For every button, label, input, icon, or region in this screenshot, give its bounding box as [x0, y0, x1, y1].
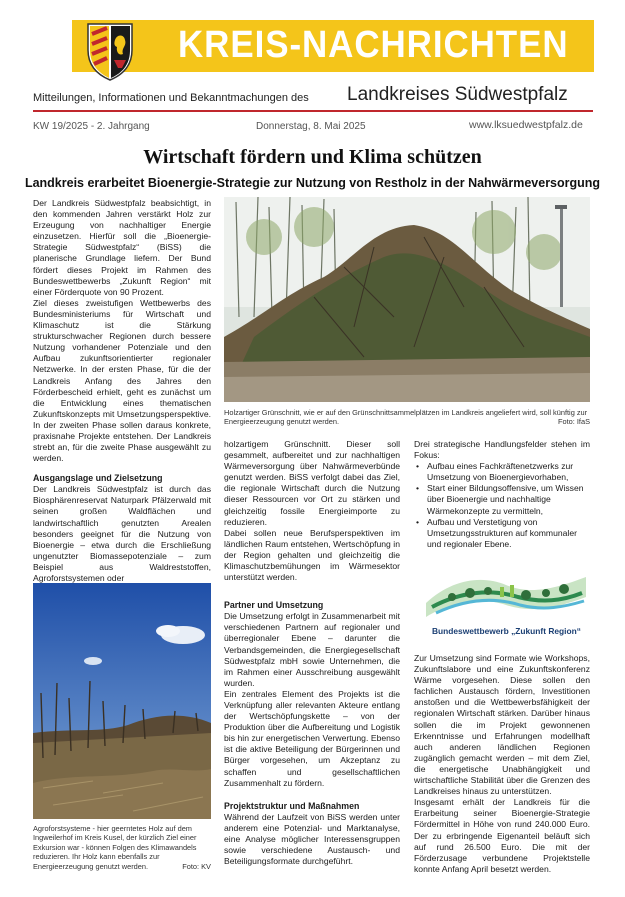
issue-number: KW 19/2025 - 2. Jahrgang — [33, 121, 150, 132]
caption-left-text: Agroforstsysteme - hier geerntetes Holz auf dem Ingweilerhof im Kreis Kusel, der kürzlich Ziel einer Exkursion war - können Folgen des Klimawandels reduzieren. Ihr Holz kann ebenfalls zur Energieerzeugung genutzt werden. — [33, 824, 197, 871]
caption-top-credit: Foto: IfaS — [557, 417, 590, 427]
caption-left — [33, 824, 211, 871]
list-item: • Start einer Bildungsoffensive, um Wissen über Bioenergie und nachhaltige Wärmekonzepte zu vermitteln, — [414, 483, 590, 516]
paragraph: Die Umsetzung erfolgt in Zusammenarbeit mit verschiedenen Partnern auf regionaler und überregionaler Ebene – darunter die Verbandsgemeinden, die Energiegesellschaft Südwestpfalz mbH sowie Unternehmen, die im Rahmen einer Ausschreibung ausgewählt wurden. — [224, 611, 400, 688]
section-heading-projektstruktur: Projektstruktur und Maßnahmen — [224, 800, 360, 811]
masthead-divider — [33, 110, 593, 112]
section-heading-ausgangslage: Ausgangslage und Zielsetzung — [33, 473, 163, 484]
masthead-title: KREIS-NACHRICHTEN — [178, 24, 569, 66]
column-3-bottom — [414, 653, 590, 875]
issue-date: Donnerstag, 8. Mai 2025 — [256, 121, 366, 132]
paragraph: Zur Umsetzung sind Formate wie Workshops, Zukunftslabore und eine Zukunftskonferenz Wärme vorgesehen. Diese sollen den fachlichen Austausch fördern, Investitionen anstoßen und die Wettbewerbsfähigkeit der regionalen Wirtschaft stärken. Darüber hinaus sollen die im Projekt gewonnenen Erkenntnisse und Erfahrungen modellhaft auch anderen ländlichen Regionen zugänglich gemacht werden – mit dem Ziel, die energetische Unabhängigkeit und wirtschaftliche Stabilität über die Grenzen des Landkreises hinaus zu unterstützen. — [414, 653, 590, 797]
masthead-subtitle: Mitteilungen, Informationen und Bekanntmachungen des — [33, 92, 309, 104]
list-item: • Aufbau und Verstetigung von Umsetzungsstrukturen auf kommunaler und regionaler Ebene. — [414, 517, 590, 550]
paragraph: Während der Laufzeit von BiSS werden unter anderem eine Potenzial- und Marktanalyse, eine Analyse möglicher Interessensgruppen sowie verschiedene Austausch- und Beteiligungsformate durchgeführt. — [224, 811, 400, 867]
intro-paragraph: Der Landkreis Südwestpfalz beabsichtigt, in den kommenden Jahren verstärkt Holz zur Erzeugung von nachhaltiger Energie einzusetzen. Hierfür soll die „Bioenergie-Strategie Südwestpfalz“ (BiSS) die planerische Grundlage liefern. Der Bund fördert dieses Projekt im Rahmen des Bundeswettbewerbs „Zukunft Region“ mit einer Förderquote von 90 Prozent. — [33, 198, 211, 297]
zukunft-region-logo-text: Bundeswettbewerb „Zukunft Region“ — [432, 626, 581, 636]
paragraph: Ziel dieses zweistufigen Wettbewerbs des Bundesministeriums für Wirtschaft und Klimaschutz ist die Stärkung strukturschwacher Regionen durch bessere Nutzung vorhandener Potenziale und den Aufbau zukunftsorientierter regionaler Netzwerke. In der ersten Phase, für die der Landkreis Anfang des Jahres den Förderbescheid erhielt, geht es zunächst um die Entwicklung eines thematischen Zukunftskonzepts mit Umsetzungsperspektive. In der zweiten Phase sollen daraus konkrete, praxisnahe Projekte entstehen. Der Landkreis strebt an, für die zweite Phase ausgewählt zu werden. — [33, 297, 211, 464]
caption-left-credit: Foto: KV — [182, 861, 211, 871]
paragraph: holzartigem Grünschnitt. Dieser soll gesammelt, aufbereitet und zur nachhaltigen Wärmeversorgung über Nahwärmeverbünde genutzt werden. BiSS verfolgt dabei das Ziel, die regionale Wirtschaft durch die Nutzung dieser Ressourcen vor Ort zu stärken und gleichzeitig fossile Energieimporte zu reduzieren. — [224, 439, 400, 527]
paragraph: Der Landkreis Südwestpfalz ist durch das Biosphärenreservat Naturpark Pfälzerwald mit seinen großen Waldflächen und landwirtschaftlich genutzten Arealen besonders geeignet für die Nutzung von Bioenergie – etwa durch die Erschließung ungenutzter Biomassepotenziale – zum Beispiel aus Waldreststoffen, Agroforstsystemen oder — [33, 484, 211, 583]
column-3-top — [414, 439, 590, 550]
caption-top — [224, 408, 590, 427]
paragraph: Drei strategische Handlungsfelder stehen im Fokus: — [414, 439, 590, 461]
agroforestry-photo — [33, 583, 211, 819]
section-heading-partner: Partner und Umsetzung — [224, 600, 324, 611]
website-link[interactable]: www.lksuedwestpfalz.de — [469, 119, 583, 131]
column-1 — [33, 198, 211, 584]
caption-top-text: Holzartiger Grünschnitt, wie er auf den Grünschnittsammelplätzen im Landkreis angeliefert wird, soll künftig zur Energieerzeugung genutzt werden. — [224, 408, 588, 427]
article-headline: Wirtschaft fördern und Klima schützen — [143, 146, 482, 168]
paragraph: Dabei sollen neue Berufsperspektiven im ländlichen Raum entstehen, Wertschöpfung in der Region gehalten und gleichzeitig die Klimaschutzbemühungen im Wärmesektor unterstützt werden. — [224, 527, 400, 583]
paragraph: Ein zentrales Element des Projekts ist die Verknüpfung aller relevanten Akteure entlang der Wertschöpfungskette – von der Produktion über die Aufbereitung und Logistik bis hin zur energetischen Verwertung. Ebenso ist die aktive Beteiligung der Bürgerinnen und Bürger vorgesehen, um Akzeptanz zu schaffen und gesellschaftlichen Zusammenhalt zu fördern. — [224, 688, 400, 788]
article-subheadline: Landkreis erarbeitet Bioenergie-Strategie zur Nutzung von Restholz in der Nahwärmeversorgung — [24, 176, 601, 190]
strategy-list — [414, 461, 590, 550]
column-2 — [224, 439, 400, 867]
list-item: • Aufbau eines Fachkräftenetzwerks zur Umsetzung von Bioenergievorhaben, — [414, 461, 590, 483]
masthead-district-name: Landkreises Südwestpfalz — [347, 84, 568, 105]
paragraph: Insgesamt erhält der Landkreis für die Erarbeitung seiner Bioenergie-Strategie Fördermittel in Höhe von rund 240.000 Euro. Der zu erbringende Eigenanteil beläuft sich auf rund 26.500 Euro. Die mit der Förderzusage verbundene Projektstelle konnte Anfang April besetzt werden. — [414, 797, 590, 874]
green-waste-photo — [224, 197, 590, 402]
coat-of-arms-icon — [84, 20, 136, 82]
